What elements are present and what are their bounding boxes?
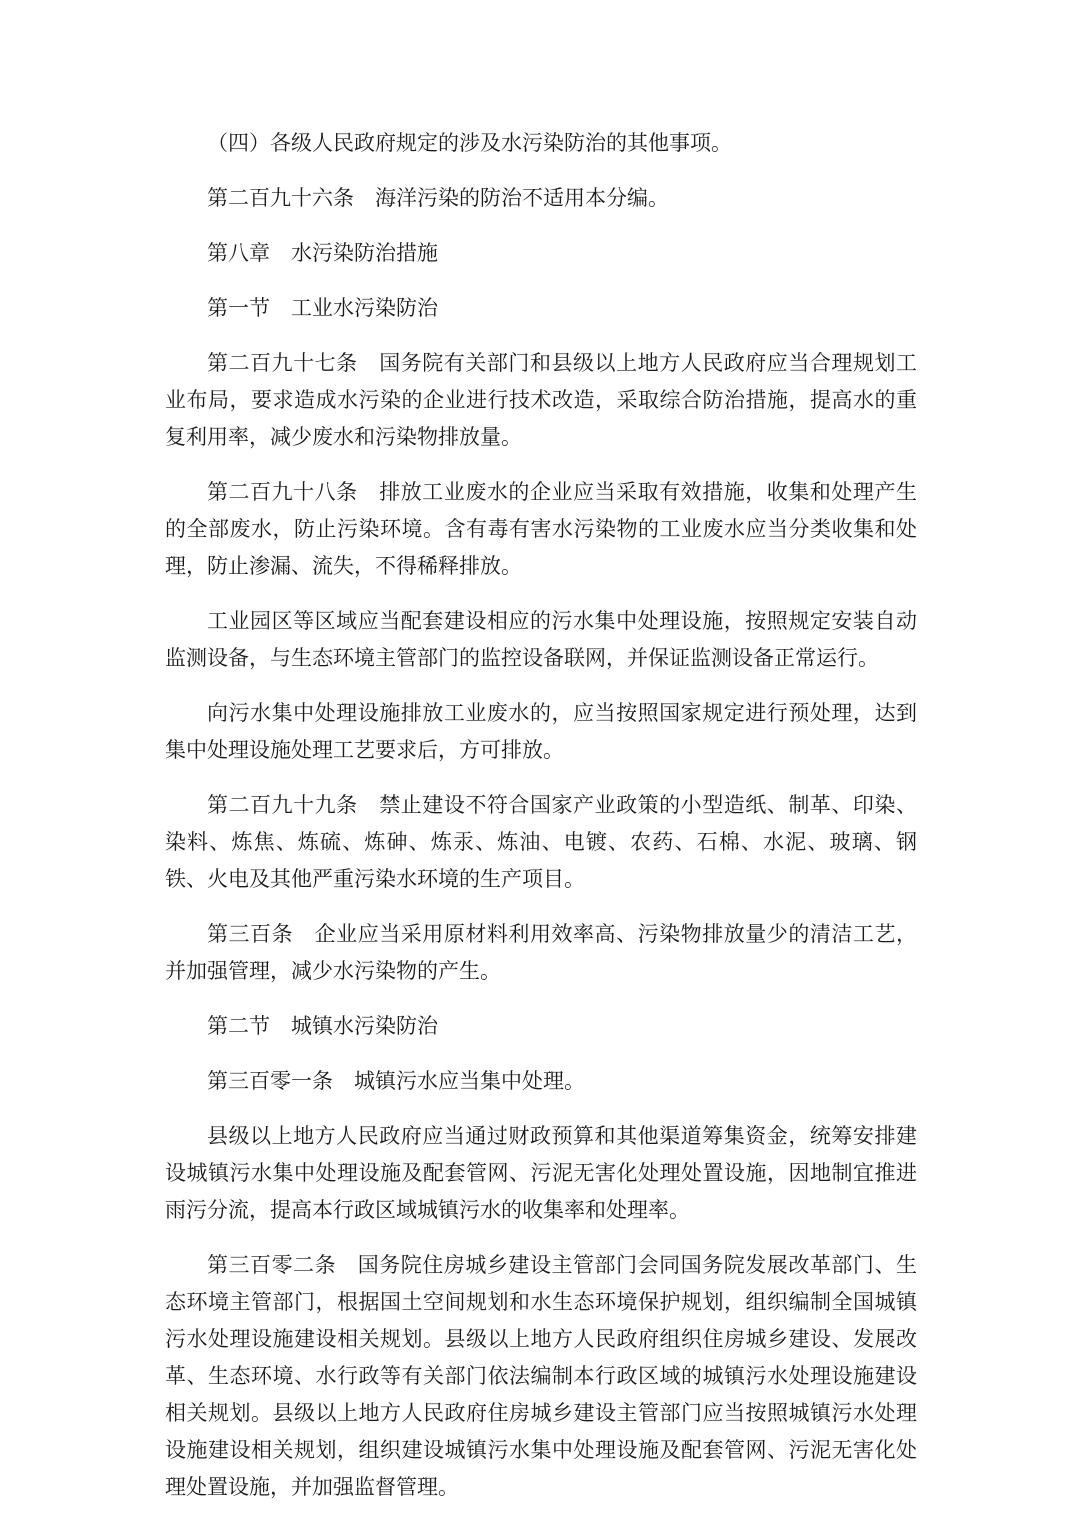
section-1-heading: 第一节 工业水污染防治 <box>207 296 438 320</box>
article-297: 第二百九十七条 国务院有关部门和县级以上地方人民政府应当合理规划工业布局，要求造成水污染的企业进行技术改造，采取综合防治措施，提高水的重复利用率，减少废水和污染物排放量。 <box>165 351 917 449</box>
section-2-heading: 第二节 城镇水污染防治 <box>207 1014 438 1038</box>
article-296: 第二百九十六条 海洋污染的防治不适用本分编。 <box>207 186 669 210</box>
article-299: 第二百九十九条 禁止建设不符合国家产业政策的小型造纸、制革、印染、染料、炼焦、炼硫、炼砷、炼汞、炼油、电镀、农药、石棉、水泥、玻璃、钢铁、火电及其他严重污染水环境的生产项目。 <box>165 793 917 891</box>
article-300: 第三百条 企业应当采用原材料利用效率高、污染物排放量少的清洁工艺，并加强管理，减少水污染物的产生。 <box>165 922 917 983</box>
article-301-paragraph-2: 县级以上地方人民政府应当通过财政预算和其他渠道筹集资金，统筹安排建设城镇污水集中处理设施及配套管网、污泥无害化处理处置设施，因地制宜推进雨污分流，提高本行政区域城镇污水的收集率和处理率。 <box>165 1124 917 1222</box>
article-301: 第三百零一条 城镇污水应当集中处理。 <box>207 1069 585 1093</box>
article-298-paragraph-2: 工业园区等区域应当配套建设相应的污水集中处理设施，按照规定安装自动监测设备，与生态环境主管部门的监控设备联网，并保证监测设备正常运行。 <box>165 609 917 670</box>
paragraph-item-4: （四）各级人民政府规定的涉及水污染防治的其他事项。 <box>207 131 732 155</box>
document-body <box>165 125 917 1524</box>
article-298: 第二百九十八条 排放工业废水的企业应当采取有效措施，收集和处理产生的全部废水，防止污染环境。含有毒有害水污染物的工业废水应当分类收集和处理，防止渗漏、流失，不得稀释排放。 <box>165 480 917 578</box>
article-302: 第三百零二条 国务院住房城乡建设主管部门会同国务院发展改革部门、生态环境主管部门，根据国土空间规划和水生态环境保护规划，组织编制全国城镇污水处理设施建设相关规划。县级以上地方人民政府组织住房城乡建设、发展改革、生态环境、水行政等有关部门依法编制本行政区域的城镇污水处理设施建设相关规划。县级以上地方人民政府住房城乡建设主管部门应当按照城镇污水处理设施建设相关规划，组织建设城镇污水集中处理设施及配套管网、污泥无害化处理处置设施，并加强监督管理。 <box>165 1253 917 1499</box>
chapter-8-heading: 第八章 水污染防治措施 <box>207 241 438 265</box>
article-298-paragraph-3: 向污水集中处理设施排放工业废水的，应当按照国家规定进行预处理，达到集中处理设施处理工艺要求后，方可排放。 <box>165 701 917 762</box>
